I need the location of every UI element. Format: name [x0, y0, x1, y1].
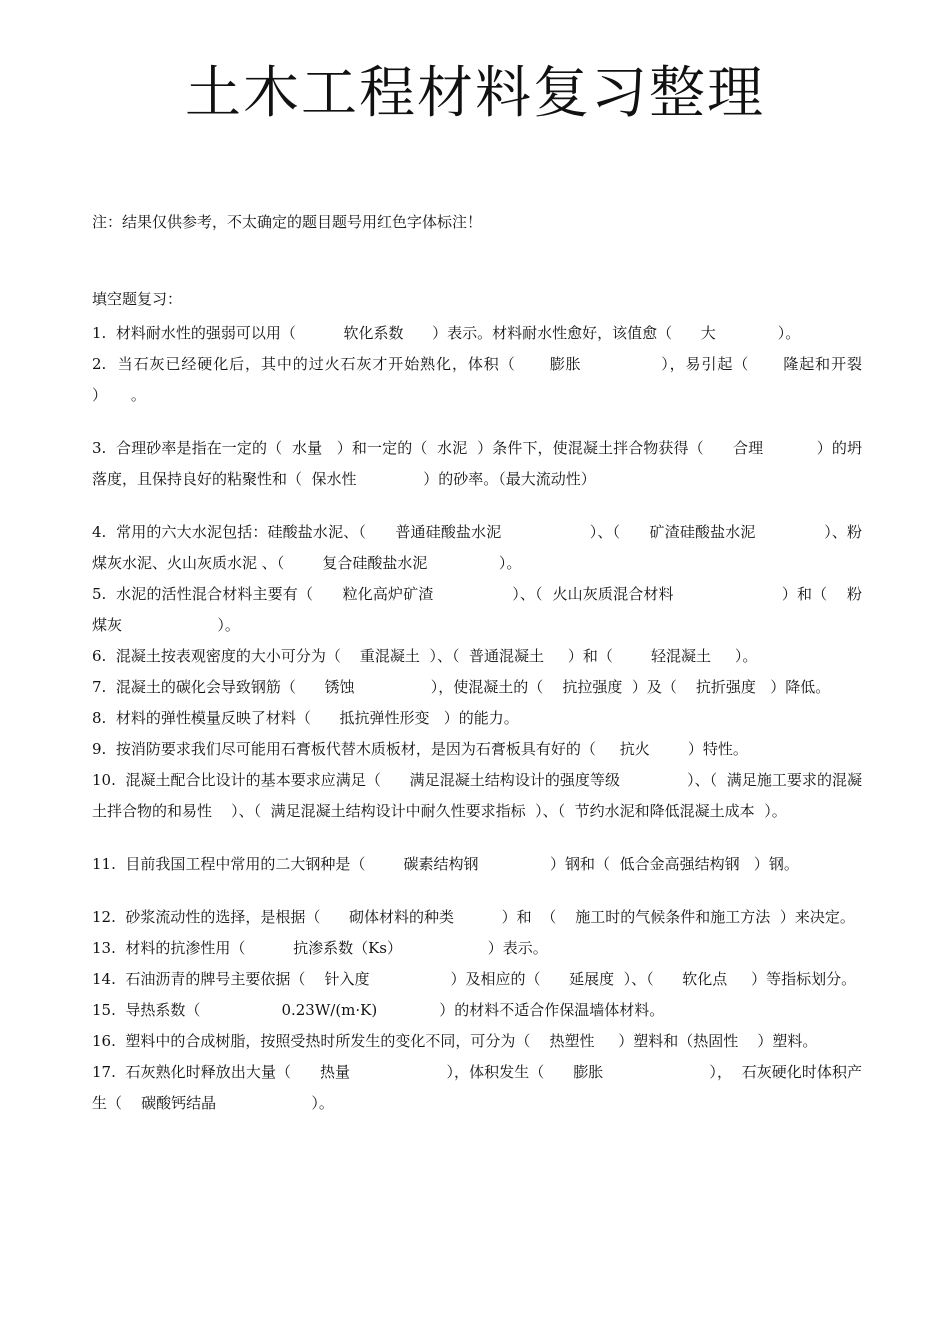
question-item-12: 12. 砂浆流动性的选择，是根据（ 砌体材料的种类 ）和 （ 施工时的气候条件和施工方法 ）来决定。: [92, 908, 855, 926]
question-item-7: 7. 混凝土的碳化会导致钢筋（ 锈蚀 ），使混凝土的（ 抗拉强度 ）及（ 抗折强度 ）降低。: [92, 678, 831, 696]
question-item-3: 3. 合理砂率是指在一定的（ 水量 ）和一定的（ 水泥 ）条件下，使混凝土拌合物获得（ 合理 ）的坍落度，且保持良好的粘聚性和（ 保水性 ）的砂率。（最大流动性）: [92, 439, 862, 488]
question-item-4: 4. 常用的六大水泥包括：硅酸盐水泥、（ 普通硅酸盐水泥 ）、（ 矿渣硅酸盐水泥 ）、粉煤灰水泥、火山灰质水泥 、（ 复合硅酸盐水泥 ）。: [92, 523, 862, 572]
question-item-14: 14. 石油沥青的牌号主要依据（ 针入度 ）及相应的（ 延展度 ）、（ 软化点 ）等指标划分。: [92, 970, 857, 988]
document-title: 土木工程材料复习整理: [185, 61, 765, 126]
question-item-13: 13. 材料的抗渗性用（ 抗渗系数（Ks） ）表示。: [92, 939, 548, 957]
question-list: [92, 318, 910, 1119]
question-item-15: 15. 导热系数（ 0.23W/(m·K) ）的材料不适合作保温墙体材料。: [92, 1001, 665, 1019]
question-item-6: 6. 混凝土按表观密度的大小可分为（ 重混凝土 ）、（ 普通混凝土 ）和（ 轻混凝土 ）。: [92, 647, 758, 665]
disclaimer-note: 注：结果仅供参考，不太确定的题目题号用红色字体标注！: [92, 213, 483, 231]
question-item-9: 9. 按消防要求我们尽可能用石膏板代替木质板材，是因为石膏板具有好的（ 抗火 ）特性。: [92, 740, 748, 758]
question-item-1: 1. 材料耐水性的强弱可以用（ 软化系数 ）表示。材料耐水性愈好，该值愈（ 大 ）。: [92, 324, 801, 342]
question-item-10: 10. 混凝土配合比设计的基本要求应满足（ 满足混凝土结构设计的强度等级 ）、（ 满足施工要求的混凝土拌合物的和易性 ）、（ 满足混凝土结构设计中耐久性要求指标 ）、（ 节约水泥和降低混凝土成本 ）。: [92, 771, 862, 820]
question-item-5: 5. 水泥的活性混合材料主要有（ 粒化高炉矿渣 ）、（ 火山灰质混合材料 ）和（ 粉煤灰 ）。: [92, 585, 862, 634]
question-item-8: 8. 材料的弹性模量反映了材料（ 抵抗弹性形变 ）的能力。: [92, 709, 519, 727]
question-item-16: 16. 塑料中的合成树脂，按照受热时所发生的变化不同，可分为（ 热塑性 ）塑料和（热固性 ）塑料。: [92, 1032, 818, 1050]
section-heading: 填空题复习：: [92, 290, 183, 308]
question-item-2: 2. 当石灰已经硬化后，其中的过火石灰才开始熟化，体积（ 膨胀 ），易引起（ 隆起和开裂 ） 。: [92, 355, 910, 404]
question-item-11: 11. 目前我国工程中常用的二大钢种是（ 碳素结构钢 ）钢和（ 低合金高强结构钢 ）钢。: [92, 855, 799, 873]
question-item-17: 17. 石灰熟化时释放出大量（ 热量 ），体积发生（ 膨胀 ）， 石灰硬化时体积产生（ 碳酸钙结晶 ）。: [92, 1063, 862, 1112]
